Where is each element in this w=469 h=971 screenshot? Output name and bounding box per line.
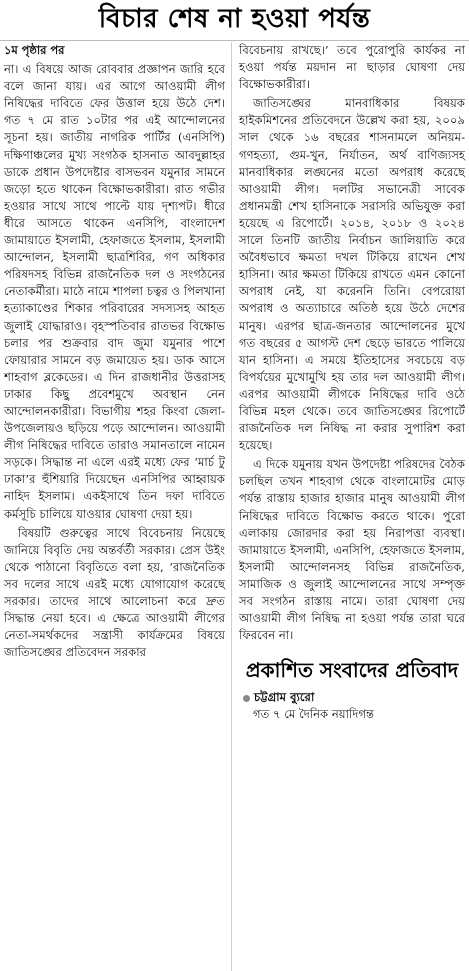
- section-subheading: প্রকাশিত সংবাদের প্রতিবাদ: [245, 658, 459, 683]
- article-paragraph: বিষয়টি গুরুত্বের সাথে বিবেচনায় নিয়েছে জানিয়ে বিবৃতি দেয় অন্তর্বর্তী সরকার। প্রেস উইং থেকে পাঠানো বিবৃতিতে বলা হয়, ‘রাজনৈতিক সব দলের সাথে এরই মধ্যে যোগাযোগ করেছে সরকার। তাদের সাথে আলোচনা করে দ্রুত সিদ্ধান্ত নেয়া হবে। এ ক্ষেত্রে আওয়ামী লীগের নেতা-সমর্থকদের সন্ত্রাসী কার্যক্রমের বিষয়ে জাতিসঙ্ঘের প্রতিবেদন সরকার: [4, 525, 225, 660]
- article-column-left: [4, 42, 225, 663]
- bureau-label: চট্টগ্রাম ব্যুরো: [254, 690, 315, 705]
- article-paragraph: না। এ বিষয়ে আজ রোববার প্রজ্ঞাপন জারি হবে বলে জানা যায়। এর আগে আওয়ামী লীগ নিষিদ্ধের দাবিতে ফের উত্তাল হয়ে উঠে দেশ। গত ৭ মে রাত ১০টার পর এই আন্দোলনের সূচনা হয়। জাতীয় নাগরিক পার্টির (এনসিপি) দক্ষিণাঞ্চলের মুখ্য সংগঠক হাসনাত আবদুল্লাহর ডাকে প্রধান উপদেষ্টার বাসভবন যমুনার সামনে জড়ো হতে থাকেন বিক্ষোভকারীরা। রাত গভীর হওয়ার সাথে সাথে পাল্টে যায় দৃশ্যপট। ধীরে ধীরে আসতে থাকেন এনসিপি, বাংলাদেশ জামায়াতে ইসলামী, হেফাজতে ইসলাম, ইসলামী আন্দোলন, ইসলামী ছাত্রশিবির, গণ অধিকার পরিষদসহ বিভিন্ন রাজনৈতিক দল ও সংগঠনের নেতাকর্মীরা। মাঠে নামে শাপলা চত্বর ও পিলখানা হত্যাকাণ্ডের শিকার পরিবারের সদস্যসহ আহত জুলাই যোদ্ধারাও। বৃহস্পতিবার রাতভর বিক্ষোভ চলার পর শুক্রবার বাদ জুমা যমুনার পাশে ফোয়ারার সামনে বড় জমায়েত হয়। ডাক আসে শাহবাগ ব্লকেডের। এ দিন রাজধানীর উত্তরাসহ ঢাকার কিছু প্রবেশমুখে অবস্থান নেন আন্দোলনকারীরা। বিভাগীয় শহর কিংবা জেলা-উপজেলায়ও ছড়িয়ে পড়ে আন্দোলন। আওয়ামী লীগ নিষিদ্ধের দাবিতে তারাও সমানতালে নামেন সড়কে। সিদ্ধান্ত না এলে এরই মধ্যে ফের ‘মার্চ টু ঢাকা’র হুঁশিয়ারি দিয়েছেন এনসিপির আহ্বায়ক নাহিদ ইসলাম। একইসাথে তিন দফা দাবিতে কর্মসূচি চালিয়ে যাওয়ার ঘোষণা দেয়া হয়।: [4, 62, 225, 521]
- bullet-icon: [243, 695, 250, 702]
- article-column-right: [239, 42, 465, 725]
- bureau-byline: [243, 689, 465, 706]
- article-paragraph: এ দিকে যমুনায় যখন উপদেষ্টা পরিষদের বৈঠক চলছিল তখন শাহবাগ থেকে বাংলামোটর মোড় পর্যন্ত রাস্তায় হাজার হাজার মানুষ আওয়ামী লীগ নিষিদ্ধের দাবিতে বিক্ষোভ করতে থাকে। পুরো এলাকায় জোরদার করা হয় নিরাপত্তা ব্যবস্থা। জামায়াতে ইসলামী, এনসিপি, হেফাজতে ইসলাম, ইসলামী আন্দোলনসহ বিভিন্ন রাজনৈতিক, সামাজিক ও জুলাই আন্দোলনের সাথে সম্পৃক্ত সব সংগঠন রাস্তায় নামে। তারা ঘোষণা দেয় আওয়ামী লীগ নিষিদ্ধ না হওয়া পর্যন্ত তারা ঘরে ফিরবেন না।: [239, 457, 465, 643]
- column-divider: [231, 42, 232, 971]
- article-paragraph: বিবেচনায় রাখছে।’ তবে পুরোপুরি কার্যকর না হওয়া পর্যন্ত ময়দান না ছাড়ার ঘোষণা দেয় বিক্ষোভকারীরা।: [239, 43, 465, 92]
- continued-from-label: ১ম পৃষ্ঠার পর: [4, 43, 65, 57]
- headline: বিচার শেষ না হওয়া পর্যন্ত: [0, 0, 469, 41]
- article-paragraph: গত ৭ মে দৈনিক নয়াদিগন্ত: [253, 707, 374, 722]
- article-paragraph: জাতিসঙ্ঘের মানবাধিকার বিষয়ক হাইকমিশনের প্রতিবেদনে উল্লেখ করা হয়, ২০০৯ সাল থেকে ১৬ বছরের শাসনামলে অনিয়ম-গণহত্যা, গুম-খুন, নির্যাতন, অর্থ বাণিজ্যসহ মানবাধিকার লঙ্ঘনের মতো অপরাধ করেছে আওয়ামী লীগ। দলটির সভানেত্রী সাবেক প্রধানমন্ত্রী শেখ হাসিনাকে সরাসরি অভিযুক্ত করা হয়েছে এ রিপোর্টে। ২০১৪, ২০১৮ ও ২০২৪ সালে তিনটি জাতীয় নির্বাচন জালিয়াতি করে অবৈধভাবে ক্ষমতা দখল টিকিয়ে রাখেন শেখ হাসিনা। আর ক্ষমতা টিকিয়ে রাখতে এমন কোনো অপরাধ নেই, যা করেননি তিনি। বেপরোয়া অপরাধ ও অত্যাচারে অতিষ্ঠ হয়ে উঠে দেশের মানুষ। এরপর ছাত্র-জনতার আন্দোলনের মুখে গত বছরের ৫ আগস্ট দেশ ছেড়ে ভারতে পালিয়ে যান হাসিনা। এ সময়ে ইতিহাসের সবচেয়ে বড় বিপর্যয়ের মুখোমুখি হয় তার দল আওয়ামী লীগ। এরপর আওয়ামী লীগকে নিষিদ্ধের দাবি ওঠে বিভিন্ন মহল থেকে। তবে জাতিসঙ্ঘের রিপোর্টে রাজনৈতিক দল নিষিদ্ধ না করার সুপারিশ করা হয়েছে।: [239, 96, 465, 453]
